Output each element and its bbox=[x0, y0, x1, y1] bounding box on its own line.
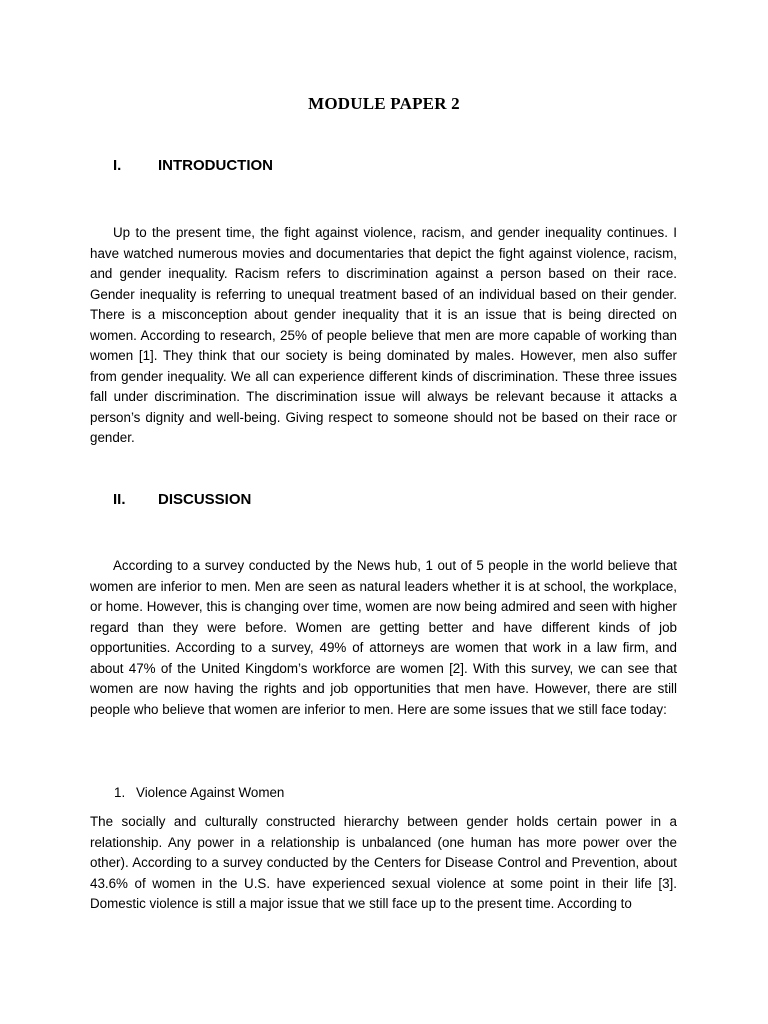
violence-paragraph: The socially and culturally constructed hierarchy between gender holds certain power in a relationship. Any power in a relationship is unbalanced (one human has more power over the other). According to a survey conducted by the Centers for Disease Control and Prevention, about 43.6% of women in the U.S. have experienced sexual violence at some point in their life [3]. Domestic violence is still a major issue that we still face up to the present time. According to bbox=[90, 814, 677, 911]
section-heading-discussion bbox=[113, 490, 251, 510]
section-heading-introduction bbox=[113, 156, 273, 176]
section-heading-text: INTRODUCTION bbox=[158, 157, 273, 174]
subsection-heading-violence-against-women bbox=[114, 783, 284, 803]
discussion-paragraph: According to a survey conducted by the News hub, 1 out of 5 people in the world believe that women are inferior to men. Men are seen as natural leaders whether it is at school, the workplace, or home. However, this is changing over time, women are now being admired and seen with higher regard than they were before. Women are getting better and have different kinds of job opportunities. According to a survey, 49% of attorneys are women that work in a law firm, and about 47% of the United Kingdom’s workforce are women [2]. With this survey, we can see that women are now having the rights and job opportunities that men have. However, there are still people who believe that women are inferior to men. Here are some issues that we still face today: bbox=[90, 558, 677, 717]
introduction-paragraph: Up to the present time, the fight against violence, racism, and gender inequality continues. I have watched numerous movies and documentaries that depict the fight against violence, racism, and gender inequality. Racism refers to discrimination against a person based on their race. Gender inequality is referring to unequal treatment based of an individual based on their gender. There is a misconception about gender inequality that it is an issue that is being directed on women. According to research, 25% of people believe that men are more capable of working than women [1]. They think that our society is being dominated by males. However, men also suffer from gender inequality. We all can experience different kinds of discrimination. These three issues fall under discrimination. The discrimination issue will always be relevant because it attacks a person’s dignity and well-being. Giving respect to someone should not be based on their race or gender. bbox=[90, 225, 677, 445]
section-number: II. bbox=[113, 491, 126, 508]
section-heading-text: DISCUSSION bbox=[158, 491, 252, 508]
section-number: I. bbox=[113, 157, 122, 174]
list-item-label: Violence Against Women bbox=[136, 785, 285, 800]
page-title: MODULE PAPER 2 bbox=[308, 94, 460, 113]
list-number: 1. bbox=[114, 785, 126, 800]
